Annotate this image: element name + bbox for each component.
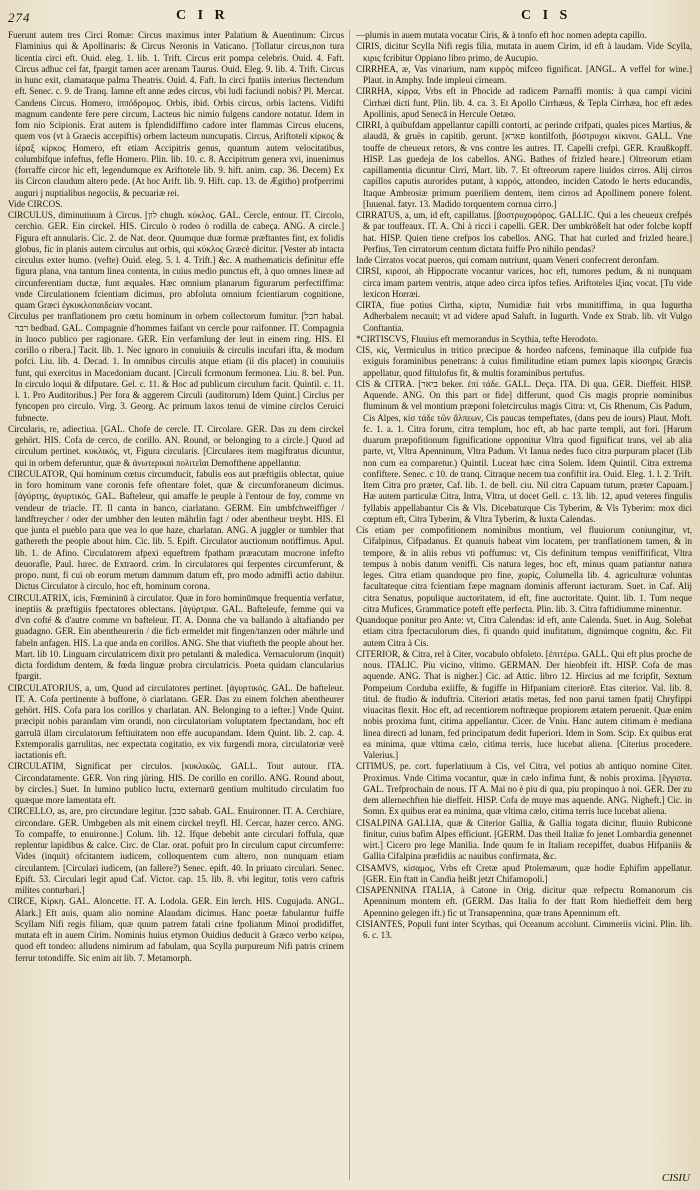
catchword: CISIU xyxy=(661,1172,690,1184)
entry: CIS, κίς, Vermiculus in tritico præcipue & hordeo nafcens, feminaque illa cufpide fua exiguis foraminibus penetrans: à cuius fimilitudine etiam pumex lapis κίσσηρις Græcis appellatur, quod filtulofus fit, & multis foraminibus pertufus. xyxy=(356,345,692,378)
entry: CIRTA, fiue potius Cirtha, κίρτα, Numidiæ fuit vrbs munitiffima, in qua Iugurtha Adherbalem necauit; vt ad videre apud Saluft. in Iugurth. Vnde ex Strab. lib. vlt Vulgo Conftantia. xyxy=(356,300,692,333)
entry: Fuerunt autem tres Circi Romæ: Circus maximus inter Palatium & Auentinum: Circus Flaminius qui & Apollinaris: & Circus Neronis in Vaticano. [Tollatur circus,non tura licentia circi eft. Ouid. eleg. 1. lib. 1. Trift. Circus erit pompa celebris. Ouid. 4. Faft. Circus adhuc cel fat, fpargit tamen acer arenam Taurus. Ouid. Eleg. 9. lib. 4. Trift. Circus in hunc exit, clamataque palma Theatris. Ouid. 4. Faft. In circi fpatiis interius flectendum eft. Senec. c. 9. de Tranq. Iamne eft anne ædes circus, vbi ludi faciundi nobis? Pl. Mercat. Candens Circus. Homero, ἰππόδρομος. Orbis, ibid. Orbis circus, orbis lactens. Vidifti magnum candente fere pere circum, Lacteus hic nimio fulgens candore notatur. Idem in fom nio Scipionis. Erat autem is fplendidiffimo cadore inter flammas Circus elucens, quem vos (vt à Graecis accepiftis) orbem lacteum nuncupatis. Circus, Ariftoteli κίρκος & ἱέραξ κίρκος Homero, eft etiam Accipitris genus, quantum autem velocitatibus, columbifque infeftus, fefle Homero. Plin. lib. 10. c. 8. Accipitrum genera xvi, inuenimus (forraffe circor hic eft, legendumque ex Ariftotele lib. 9. hift. anim. cap. 36. Decem) Ex iis Circon claudum altero pede. (At hoc Arift. lib. 9. Hift. cap. 13. de Ægitho) profperrimi auguri j nuptialibus negociis, & pecuariæ rei. xyxy=(8,30,344,198)
running-head xyxy=(6,6,694,28)
entry: CIRCE, Κίρκη. GAL. Aloncette. IT. A. Lodola. GER. Ein lerch. HIS. Cugujada. ANGL. Alark.] Eft auis, quam alio nomine Alaudam dicimus. Hanc poetæ fabulantur fuiffe Scyllam Nifi regis filiam, quæ quum patrem fatali crine fpoliatum Minoi prodidiffet, mutata eft in auem Cirim. Nominis huius etymon Ouidius deducit à Græco verbo κείρω, quod eft tondeo: alludens nimirum ad fabulam, qua Scylla purpureum Nifi patris crinem ferrur totondiffe. Sic enim ait lib. 7. Metamorph. xyxy=(8,896,344,963)
entry: Vide CIRCOS. xyxy=(8,198,63,209)
entry: CIRSI, κιρσοί, ab Hippocrate vocantur varices, hoc eft, tumores pedum, & ni nunquam circa imam partem ventris, atque adeo circa ipfos tefies. Ariftoteles ἰξίας vocat. [Tu vide lexicon Horræi. xyxy=(356,266,692,299)
entry: —plumis in auem mutata vocatur Ciris, & à tonfo eft hoc nomen adepta capillo. xyxy=(356,30,647,40)
entry: CIRCULATRIX, icis, Fœmininū à circulator. Quæ in foro hominūmque frequentia verfatur, ineptiis & præftigiis fpectatores oblectans. [ἀγύρτρια. GAL. Bafteleufe, femme qui va d'vn cofté & d'autre comme vn bafteleur. IT. A. Donna che va ballando à altafiando per guadagno. GER. Ein abentheurerin / die ficb ermeldet mit fingen/tanzen oder mährle und fabeln anfagen. HIS. La que anda en corillos. ANG. She that viufteth the people about her. Mart. lib 10. Linguam circulatricem dixit pro petulanti & maledica. Vernaculorum (inquit) dicta fordidum dentem, & fœda linguæ probra circulatricis. Poeta quidam clancularius fpargit. xyxy=(8,592,344,682)
running-head-right: C I S xyxy=(521,8,572,23)
entry: *CIRTISCVS, Fluuius eft memorandus in Scythia, tefte Herodoto. xyxy=(356,333,598,344)
column-divider xyxy=(349,30,350,1180)
entry: CITERIOR, & Citra, rel à Citer, vocabulo obfoleto. [ἐπιτέρω. GALL. Qui eft plus proche de nous. ITALIC. Piu vicino, vltimo. GERMAN. Der hieobfeit ift. HISP. Cofa de mas aquende. ANG. That is nigher.] Cic. ad Attic. libro 12. Hircius ad me fcripfit, Sextum Pompeium Corduba exiiffe, & fugiffe in Hifpaniam citeriorē. Etas citerior. Val. lib. 8. titul. de ftudio & induftria. Citeriori ætatis metas, fed non parui tamen fpatij Chryfippi viuacitas flexit. Hoc eft, ad recentiorem noftræque propiorem ætatem peruenit. Quæ enim nobis proxima funt, citima appellantur. Cicer. de Vniu. Hanc autem citimam è mediana linea directi ad lunam, fed principatum dedit fuperiori. Idem in Som. Scip. Ex quibus erat ea minima, quæ vltima cælo, citima terris, luce lucebat aliena. [Citerius procedere. Valerius.] xyxy=(356,648,692,760)
entry: CIRCULATORIUS, a, um, Quod ad circulatores pertinet. [ἀγυρτικός. GAL. De bafteleur. IT. A. Cofa pertinente à buffone, ò ciarlatano. GER. Das zu einem folchen abentheurer gehört. HIS. Cofa para los corillos y charlatan. AN. Belonging to a iefter.] Vnde Quint. præcipit nobis parandam vim orandi, non circulatoriam voluptatem fpectandam, hoc eft garrulā illam circulatorum feftiuitatem non effe aucupandam. Idem Quint. lib. 2. cap. 4. Extemporalis garrulitas, nec expectata cogitatio, ex vix furgendi mora, circulatoriæ verè iactationis eft. xyxy=(8,682,344,760)
entry: CIRIS, dicitur Scylla Nifi regis filia, mutata in auem Cirim, id eft à laudam. Vide Scylla, κιρις fcribitur Oppiano libro primo, de Aucupio. xyxy=(356,41,692,63)
running-head-left: C I R xyxy=(176,8,229,23)
entry: CIRCULUS, diminutiuum à Circus. [לון chugh. κύκλος. GAL. Cercle, entour. IT. Circolo, cerchio. GER. Ein circkel. HIS. Circulo ò rodeo ò rodilla de cabeça. ANG. A circle.] Figura eft annularis. Cic. 2. de Nat. deor. Quumque duæ formæ præftantes fint, ex folidis globus, fic in planis autem circulus aut orbis, qui κύκλος Græcè dicitur. [Vester ab intacta circulus exter humo. (vefte) Ouid. eleg. 5. l. 4. Trift.] &c. A mathematicis definitur effe figura plana, vna tantum linea contenta, in cuius medio punctus eft, à quo omnes lineæ ad circunferentiam ductæ, funt æquales. Hæc omnium planarum figurarum perfectiffima: vnde Circulationem fcientiam dicimus, pro abfoluta omnium fcientiarum cognitione, quam Græci ἐγκυκλοπαιδείαν vocant. xyxy=(8,210,344,310)
entry: CIRCELLO, as, are, pro circundare legitur. [סבב sabab. GAL. Enuironner. IT. A. Cerchiare, circondare. GER. Umbgeben als mit einem circkel treyfl. HI. Cercar, hazer cerco. ANG. To compaffe, to enuironne.] Colum. lib. 12. Ifque debebit ante circulari foffula, quæ replentur lapidibus & calce. Circ. de Clar. orat. pofuit pro In circulum caput circumferre: Vides (inquit) ofcitantem iudicem, colloquentem cum altero, non nunquam etiam circulantem. [Circulari iudicem, (an fallere?) Senec. epift. 40. In priuato circulari. Senec. Epift. 53. Circulari legit apud Caf. Victor. cap. 15. lib. 8. vbi legitur, totis vero caftris milites conturbari.] xyxy=(8,806,344,895)
entry: CISAPENNINA ITALIA, à Catone in Orig. dicitur quæ refpectu Romanorum cis Apenninum montem eft. (GERM. Das Italia fo der ftatt Rom hiedieffeit dem berg Apennino gelegen ift.) fic ut Transapennina, quæ trans Apenninum eft. xyxy=(356,885,692,918)
entry: CISAMVS, κίσαμος, Vrbs eft Cretæ apud Ptolemæum, quæ hodie Ephifim appellatur. [GER. Ein ftatt in Candia heißt jetzt Chifamopoli.] xyxy=(356,862,692,884)
entry: CIRRHA, κίρρα, Vrbs eft in Phocide ad radicem Parnaffi montis: à qua campi vicini Cirrhæi dicti funt. Plin. lib. 4. ca. 3. Et Apollo Cirrhæus, & Tepla Cirrhæa, hoc eft ædes Apollinis, apud Senecā in Hercule Oetæo. xyxy=(356,86,692,119)
entry: Quandoque ponitur pro Ante: vt, Citra Calendas: id eft, ante Calenda. Suet. in Aug. Solebat etiam citra fpectaculorum dies, fi quando quid inufitatum, dignúmque cognitu, &c. Fit autem Citra à Cis. xyxy=(356,615,692,648)
entry: CIS & CITRA. [ביאר beker. ἐπὶ τάδε. GALL. Deça. ITA. Di qua. GER. Dieffeit. HISP. Aquende. ANG. On this part or fide] differunt, quod Cis magis proprie nominibus fluminum & vel montium præponi foletcirculus magis Citra: vt, Cis Rhenum, Cis Padum, Cis Alpes, κίσ τάδε τῶν ἄλπεων, Cis paucas tempeftates, (dans peu de iours) Plaut. Moft. fc. 1. a. 1. Citra forum, citra templum, hoc eft, ab hac parte templi, aut fori. [Harum duarum præpofitionum fignificatione opponitur Vltra quod fignificat trans, vel ab alia parte, vt, Vltra Apenninum, Vltra Padum. Vt Ianua nedes fuco citra purpuram placet (I.ib non cum ea comparetur.) Quintil. Luceat hæc citra Solem. Idem Quintil. Citra extrema confiftere. Senec. c 10. de tranq. Citraque necem tua confiftit ira. Ouid. Eleg. 1. l. 2. Trift. Item Citra pro præter, Caf. lib. 1. de bell. ciu. Nil citra Capuam tutum, præter Capuam.] Hæ autem particulæ Citra, Intra, Vltra, ut docet Gell. c. 13. lib. 12, apud veteres fingulis fyllabis appellabantur Cis & Vls. Dicebaturque Cis Tyberim, & Vls Tyberim: mox dici cœptum eft, Citra Tyberim, & Vltra Tyberim, & Iuxta Calendas. xyxy=(356,378,692,524)
entry: Circulus per tranflationem pro cœtu hominum in orbem collectorum fumitur. [חבל habal. רבד bedbad. GAL. Compagnie d'hommes faifant vn cercle pour raifonner. IT. Compagnia in luoco publico per ragionare. GER. Ein verfamlung der leut in einem ring. HIS. El corillo o ribera.] Tacit. lib. 1. Nec ignoro in conuiuiis & circulis incufari ifta, & modum pofci. Liu. lib. 4. Decad. 1. In omnibus circulis atque etiam (ii dis placet) in conuiuiis funt, qui exercitus in Macedoniam ducant. [Circuli fcrmonum fermonea. Liu. 8. bel. Pun. In circulo loqui & difputare. Gel. c. 11. & Hoc ad publicum circulum facit. Quintil. c. 11. l. 1. Pro Auditoribus.] Per fora & aggerem Circuli (auditorum) Idem Quint.] Circlus per fyncopen pro circulo. Virg. 3. Georg. Ac primum laxos tenui de vimine circlos Ceruici fubnecte. xyxy=(8,311,344,423)
entry: CISALPINA GALLIA, quæ & Citerior Gallia, & Gallia togata dicitur, fluuio Rubicone finitur, cuius bafim Alpes efficiunt. [GERM. Das theil Italiæ fo jenet Lombardia genennet wirt.] Cicero pro lege Manilia. Inde quum fe in Italiam recepiffet, duabus Hifpaniis & Gallia Cifalpina præfidiis ac nauibus confirmata, &c. xyxy=(356,817,692,862)
entry: CITIMUS, pe. cort. fuperlatiuum à Cis, vel Citra, vel potius ab antiquo nomine Citer. Proximus. Vnde Citima vocantur, quæ in cælo infima funt, & nobis proxima. [ἔγγιστα. GAL. Trefprochain de nous. IT A. Mai no è piu di qua, piu propinquo à noi. GER. Der zu dem allernechften hie dieffeit. HISP. Cofa de muye mas aquende. ANG. Nigheft.] Cic. in Somn. Ex quibus erat ea minima, quæ vltima cælo, citima terris luce lucebat aliena. xyxy=(356,761,692,817)
entry: CIRCULATOR, Qui hominum cœtus circumducit, fabulis eos aut præftigiis oblectat, quiue in foro hominum vane coronis fefe oftentare folet, quæ & circumforaneum dicimus. [ἀγύρτης, ἀγυρτικός. GAL. Bafteleur, qui amaffe le peuple à l'entour de foy, comme vn vendeur de triacle. IT. Il canta in banco, ciarlatano. GERM. Ein umbfchweiffiger / landftreycher / oder der umbher den leuten mährlin fagt / oder abentheur treybt. HIS. El que junta el pueblo para que vea lo que haze, charlatan. ANG. A juggler or tumbler that gathereth the people about him. Cic. lib. 5. Epift. Circulator auctionum notiffimus. Apul. lib. 1. de Afino. Circulatorem afpexi equeftrem fpatham præacutam mucrone infefto deuorafle, Paul. Iurec. de Extraord. crim. In circulatores qui ferpentes circumferunt, & propo. nunt, fi cui ob eorum metum damnum datum eft, pro modo admiffi actio dabitur. Dictus Circulator à circulo, hoc eft, hominum corona. xyxy=(8,468,344,592)
entry: CIRRI, à quibufdam appellantur capilli contorti, ac perinde crifpati, quales pices Martius, & alaudā, & gruës in capitib. gerunt. [פארא kontilfoth, βόστρυχοι κίκινοι. GALL. Vne touffe de cheueux retors, & vns contre les autres. IT. Capelli crefpi. GER. Kraußkopff. HISP. Las guedeja de los cabellos. ANG. Bathes of frizled heare.] Oltreorum etiam capillamentia dicuntur Cirri, Mart. lib. 7. Et oftreorum rapere liuidos cirros. Alij cirros capillos caputis aurorides putant, à κιρρός, attondeo, inciden Catodo le herts educandis, Itaque Ambrosiæ primum pueriliem dentem, item cirros ad Apollinem ponere folent. [Iuuenal. fatyr. 13. Madido torquentem cornua cirro.] xyxy=(356,120,692,209)
entry: Circularis, re, adiectiua. [GAL. Chofe de cercle. IT. Circolare. GER. Das zu dem circkel gehört. HIS. Cofa de cerco, de corillo. AN. Round, or belonging to a circle.] Quod ad circulum pertinet. κυκλικός, vt, Figura circularis. [Circulares item magiftratus dicuntur, qui in orbem deferuntur, quæ & ἀνωτερικαὶ πολιτεῖαι Demofthene appellantur. xyxy=(8,423,344,468)
entry: Cis etiam per compofitionem nominibus montium, vel fluuiorum coniungitur, vt, Cifalpinus, Cifpadanus. Et quanuis habeat vim locatem, per tranflationem tamen, & in tempore, & in aliis rebus vti poffumus: vt, Cis definitum tempus veniffitificat, Vltra tempus à nobis datum veniffi. Cis natura leges, hoc eft, minus quam patiantur natura leges. Citra etiam quandoque pro fine, χωρίς, Columella lib. 4. agriculturæ voluntas facultateque citra fcientiam fæpe magnam dominis afferunt iacturam. Suet. in Caf. Alij citra Senatus, populique auctoritatem, id eft, fine auctoritate. Quint. lib. 1. Tum neque citra Mufices, Grammatice poteft effe perfecta. Plin. lib. 3. Citra faftidiumme minentur. xyxy=(356,525,692,614)
entry: CIRRATUS, a, um, id eft, capillatus. [βοστρυχοφόρος. GALLIC. Qui a les cheueux crefpés & par touffeaux. IT. A. Chi à ricci i capelli. GER. Der umbkrößelt hat oder folcbe kopff hat. HISP. Quien tiene crefpos los cabellos. ANG. That hat curled and frizled heare.] Perfius, Ten cirratorum centum dictata fuiffe Pro nihilo pendas? xyxy=(356,210,692,254)
right-column xyxy=(356,30,692,1178)
entry: CIRRHEA, æ, Vas vinarium, nam κιρρὸς mifceo fignificat. [ANGL. A veffel for wine.] Plaut. in Amphy. Inde impleui cirneam. xyxy=(356,63,692,85)
left-column xyxy=(8,30,344,1178)
entry: CISIANTES, Populi funt inter Scythas, qui Oceanum accolunt. Cimmeriis vicini. Plin. lib. 6. c. 13. xyxy=(356,918,692,940)
entry: Inde Cirratos vocat pueros, qui comam nutriunt, quam Veneri confecrent deronfam. xyxy=(356,255,660,265)
entry: CIRCULATIM, Significat per circulos. [κυκλικῶς. GALL. Tout autour. ITA. Circondatamente. GER. Von ring jüring. HIS. De corillo en corillo. ANG. Round about, by circles.] Suet. In lumino publico luctu, externarū gentium multitudo circulatim fuo quæque more lamentata eft. xyxy=(8,761,344,805)
page-number: 274 xyxy=(8,10,31,25)
